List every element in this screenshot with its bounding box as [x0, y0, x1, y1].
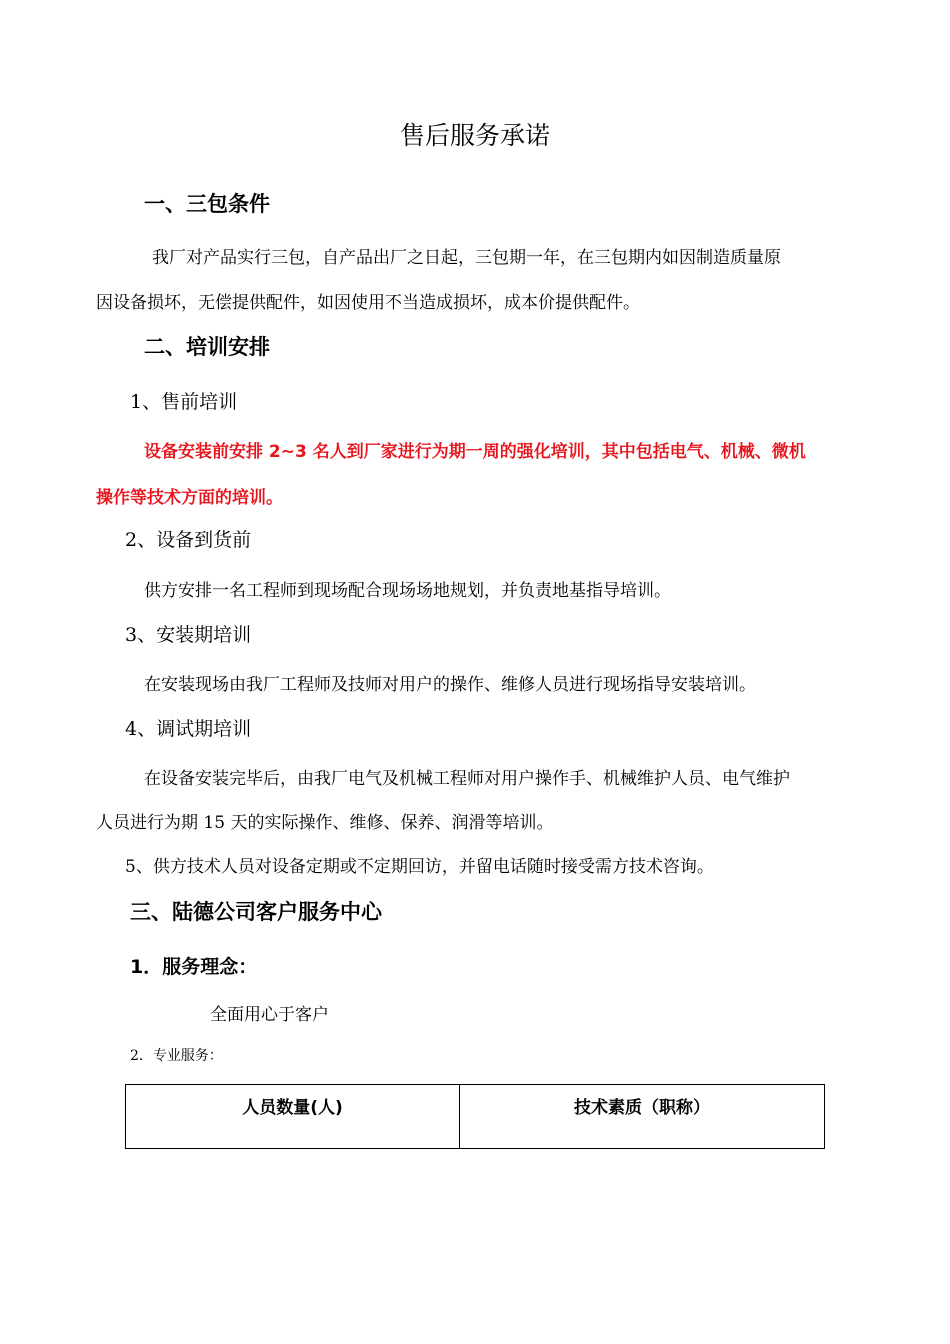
service-philosophy-heading: 1．服务理念： — [130, 956, 258, 978]
document-title: 售后服务承诺 — [399, 121, 550, 150]
training-item1-line1: 设备安装前安排 2~3 名人到厂家进行为期一周的强化培训，其中包括电气、机械、微机 — [144, 442, 806, 462]
table-header-row — [126, 1085, 825, 1149]
training-item2-heading: 2、设备到货前 — [125, 529, 252, 551]
table-header-staff-count: 人员数量(人) — [126, 1085, 460, 1149]
training-item4-line2: 人员进行为期 15 天的实际操作、维修、保养、润滑等培训。 — [96, 813, 554, 833]
section-heading-warranty: 一、三包条件 — [144, 192, 270, 216]
training-item1-heading: 1、售前培训 — [130, 391, 238, 413]
training-item1-line2: 操作等技术方面的培训。 — [96, 488, 283, 508]
professional-service-heading: 2．专业服务： — [130, 1048, 223, 1064]
warranty-paragraph-line1: 我厂对产品实行三包，自产品出厂之日起，三包期一年，在三包期内如因制造质量原 — [152, 248, 781, 268]
table-header-technical-qualification: 技术素质（职称） — [460, 1085, 825, 1149]
training-item2-text: 供方安排一名工程师到现场配合现场场地规划，并负责地基指导培训。 — [144, 581, 671, 601]
training-item3-heading: 3、安装期培训 — [125, 624, 252, 646]
training-item4-heading: 4、调试期培训 — [125, 718, 252, 740]
training-item3-text: 在安装现场由我厂工程师及技师对用户的操作、维修人员进行现场指导安装培训。 — [144, 675, 756, 695]
service-philosophy-text: 全面用心于客户 — [210, 1005, 329, 1025]
section-heading-service-center: 三、陆德公司客户服务中心 — [130, 900, 382, 924]
training-item4-line1: 在设备安装完毕后，由我厂电气及机械工程师对用户操作手、机械维护人员、电气维护 — [144, 769, 790, 789]
section-heading-training: 二、培训安排 — [144, 335, 270, 359]
training-item5-text: 5、供方技术人员对设备定期或不定期回访，并留电话随时接受需方技术咨询。 — [125, 857, 714, 877]
service-staff-table — [125, 1084, 825, 1149]
warranty-paragraph-line2: 因设备损坏，无偿提供配件，如因使用不当造成损坏，成本价提供配件。 — [96, 293, 640, 313]
